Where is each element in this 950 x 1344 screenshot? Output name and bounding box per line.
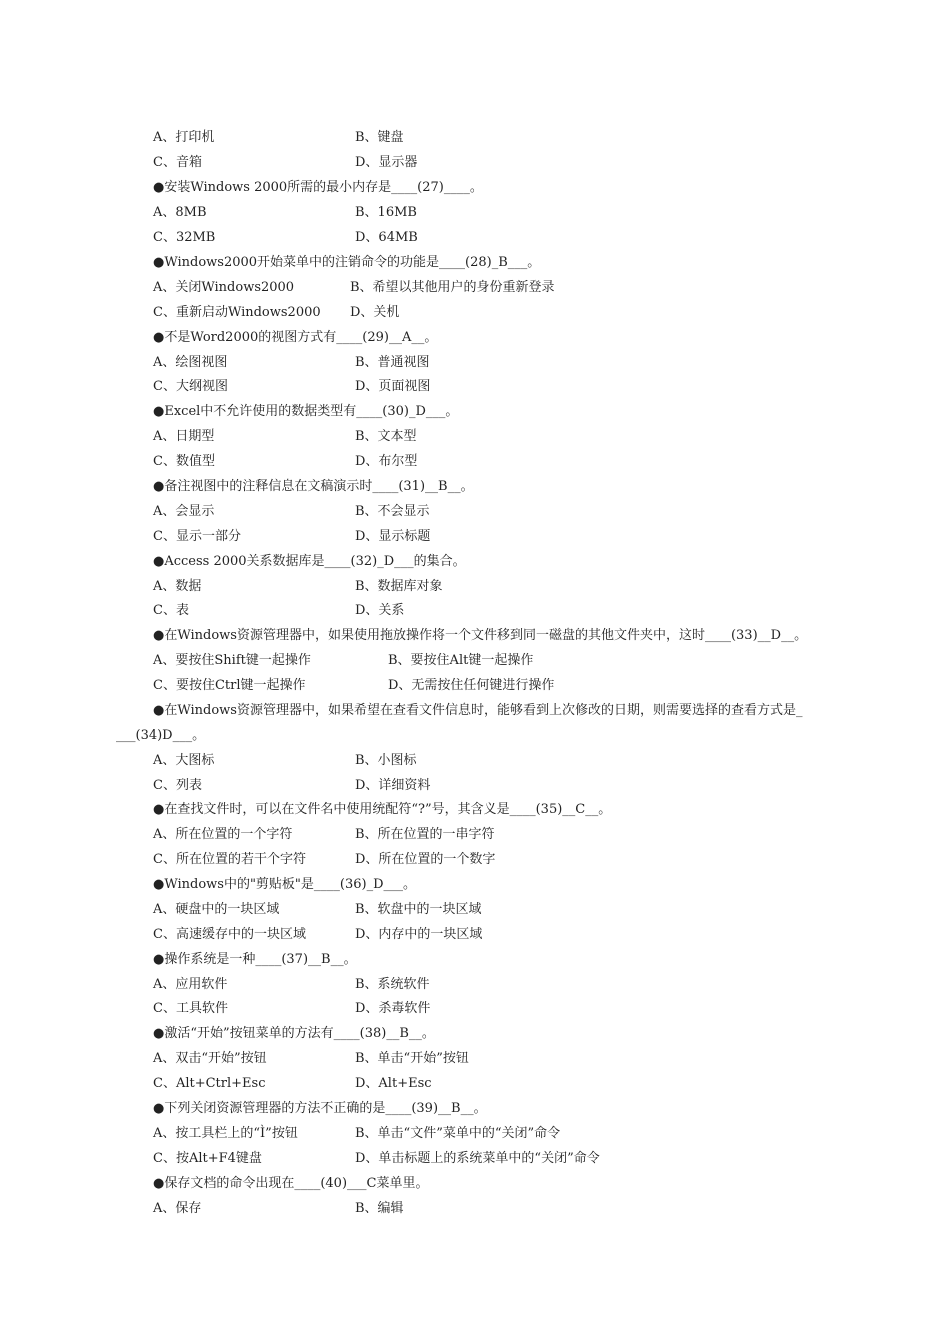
question-stem: ●在Windows资源管理器中，如果使用拖放操作将一个文件移到同一磁盘的其他文件夹中，这时____(33)__D__。: [153, 628, 808, 643]
option-d: D、单击标题上的系统菜单中的“关闭”命令: [355, 1151, 600, 1166]
question-stem: ●保存文档的命令出现在____(40)___C菜单里。: [153, 1176, 429, 1191]
option-b: B、文本型: [355, 429, 417, 444]
option-a: A、日期型: [153, 429, 215, 444]
option-d: D、无需按住任何键进行操作: [388, 678, 555, 693]
option-d: D、Alt+Esc: [355, 1076, 432, 1091]
option-c: C、表: [153, 603, 189, 618]
option-c: C、大纲视图: [153, 379, 228, 394]
option-d: D、关系: [355, 603, 405, 618]
option-a: A、会显示: [153, 504, 215, 519]
option-b: B、不会显示: [355, 504, 430, 519]
option-a: A、所在位置的一个字符: [153, 827, 293, 842]
option-b: B、所在位置的一串字符: [355, 827, 495, 842]
option-b: B、单击“开始”按钮: [355, 1051, 469, 1066]
question-stem: ●Access 2000关系数据库是____(32)_D___的集合。: [153, 554, 466, 569]
question-stem: ●备注视图中的注释信息在文稿演示时____(31)__B__。: [153, 479, 474, 494]
question-stem: ●激活“开始”按钮菜单的方法有____(38)__B__。: [153, 1026, 435, 1041]
option-a: A、大图标: [153, 753, 215, 768]
option-d: D、布尔型: [355, 454, 418, 469]
option-c: C、显示一部分: [153, 529, 241, 544]
option-c: C、32MB: [153, 230, 216, 245]
option-d: D、64MB: [355, 230, 418, 245]
option-b: B、数据库对象: [355, 579, 443, 594]
option-d: D、显示标题: [355, 529, 431, 544]
option-a: A、打印机: [153, 130, 215, 145]
option-c: C、按Alt+F4键盘: [153, 1151, 262, 1166]
question-stem: ●Windows中的"剪贴板"是____(36)_D___。: [153, 877, 417, 892]
option-d: D、关机: [350, 305, 400, 320]
option-c: C、数值型: [153, 454, 215, 469]
option-a: A、应用软件: [153, 977, 228, 992]
option-c: C、列表: [153, 778, 202, 793]
option-b: B、编辑: [355, 1201, 404, 1216]
option-c: C、重新启动Windows2000: [153, 305, 321, 320]
question-stem: ●不是Word2000的视图方式有____(29)__A__。: [153, 330, 438, 345]
question-stem: ●在查找文件时，可以在文件名中使用统配符“?”号，其含义是____(35)__C__。: [153, 802, 612, 817]
question-stem: ●下列关闭资源管理器的方法不正确的是____(39)__B__。: [153, 1101, 487, 1116]
question-stem: ●Excel中不允许使用的数据类型有____(30)_D___。: [153, 404, 459, 419]
option-b: B、单击“文件”菜单中的“关闭”命令: [355, 1126, 561, 1141]
option-a: A、8MB: [153, 205, 207, 220]
option-b: B、希望以其他用户的身份重新登录: [350, 280, 555, 295]
option-d: D、详细资料: [355, 778, 431, 793]
option-c: C、Alt+Ctrl+Esc: [153, 1076, 266, 1091]
option-a: A、按工具栏上的“Ì”按钮: [153, 1126, 298, 1141]
option-c: C、工具软件: [153, 1001, 228, 1016]
question-stem: ●在Windows资源管理器中，如果希望在查看文件信息时，能够看到上次修改的日期，则需要选择的查看方式是_: [153, 703, 803, 718]
option-d: D、页面视图: [355, 379, 431, 394]
option-c: C、所在位置的若干个字符: [153, 852, 306, 867]
option-b: B、软盘中的一块区域: [355, 902, 482, 917]
option-d: D、内存中的一块区域: [355, 927, 483, 942]
option-a: A、关闭Windows2000: [153, 280, 295, 295]
option-d: D、所在位置的一个数字: [355, 852, 496, 867]
option-a: A、双击“开始”按钮: [153, 1051, 267, 1066]
question-stem-continuation: ___(34)D___。: [116, 728, 206, 743]
option-a: A、硬盘中的一块区域: [153, 902, 280, 917]
option-c: C、高速缓存中的一块区域: [153, 927, 306, 942]
option-d: D、显示器: [355, 155, 418, 170]
option-b: B、要按住Alt键一起操作: [388, 653, 534, 668]
option-b: B、系统软件: [355, 977, 430, 992]
question-stem: ●Windows2000开始菜单中的注销命令的功能是____(28)_B___。: [153, 255, 541, 270]
question-stem: ●安装Windows 2000所需的最小内存是____(27)____。: [153, 180, 483, 195]
option-a: A、保存: [153, 1201, 202, 1216]
question-stem: ●操作系统是一种____(37)__B__。: [153, 952, 357, 967]
option-c: C、音箱: [153, 155, 202, 170]
option-a: A、绘图视图: [153, 355, 228, 370]
option-b: B、16MB: [355, 205, 417, 220]
option-a: A、数据: [153, 579, 202, 594]
option-b: B、键盘: [355, 130, 404, 145]
option-a: A、要按住Shift键一起操作: [153, 653, 311, 668]
option-c: C、要按住Ctrl键一起操作: [153, 678, 306, 693]
option-b: B、普通视图: [355, 355, 430, 370]
option-d: D、杀毒软件: [355, 1001, 431, 1016]
option-b: B、小图标: [355, 753, 417, 768]
